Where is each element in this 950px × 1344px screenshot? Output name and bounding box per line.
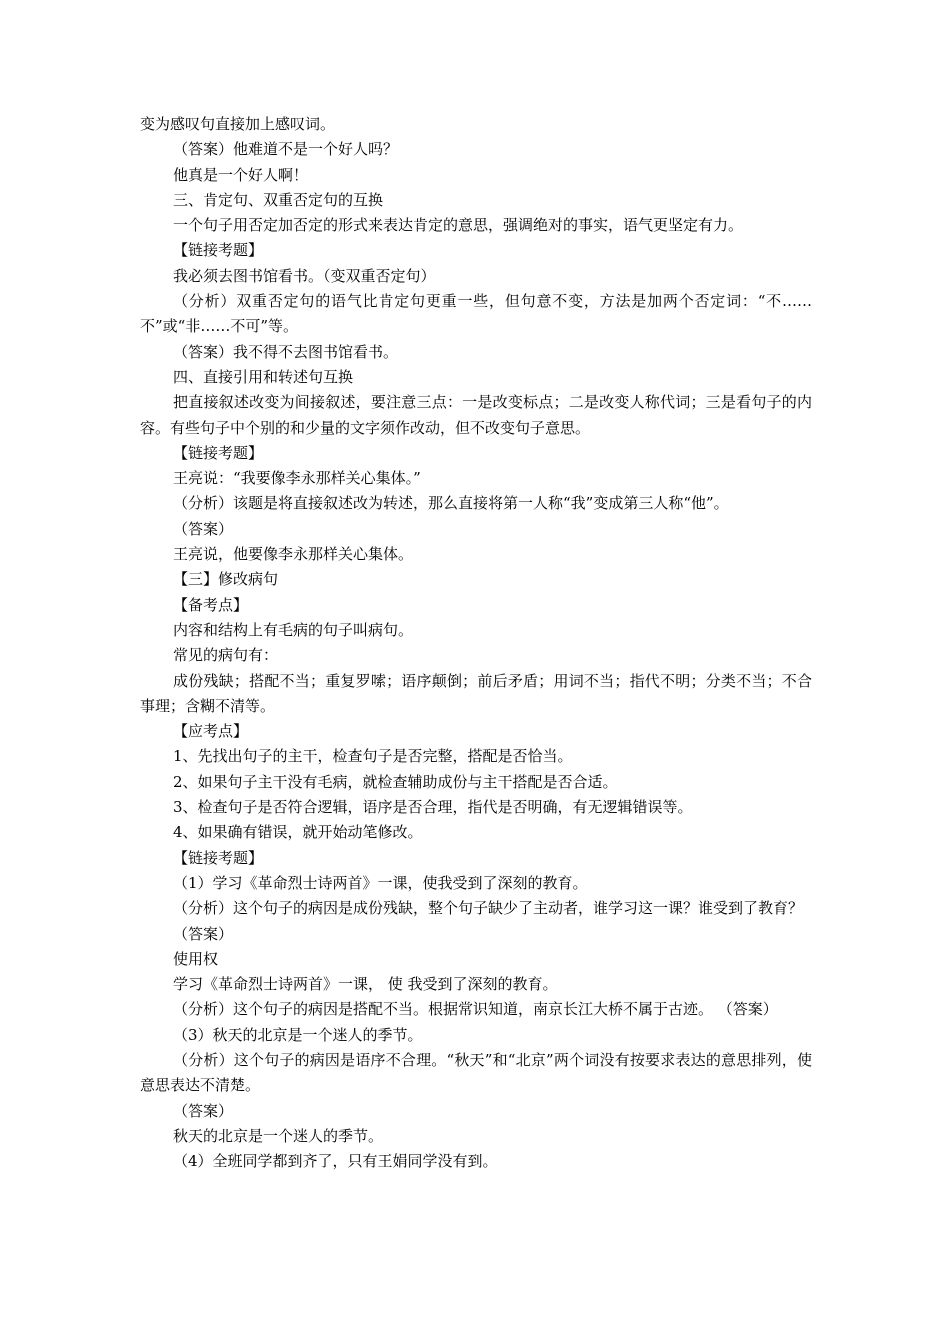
- paragraph: （4）全班同学都到齐了，只有王娟同学没有到。: [173, 1152, 498, 1171]
- paragraph: 常见的病句有：: [173, 646, 279, 665]
- paragraph: 成份残缺；搭配不当；重复罗嗦；语序颠倒；前后矛盾；用词不当；指代不明；分类不当；不合事理；含糊不清等。: [140, 671, 812, 715]
- paragraph: （答案）他难道不是一个好人吗？: [173, 140, 399, 159]
- paragraph: （1）学习《革命烈士诗两首》一课，使我受到了深刻的教育。: [173, 873, 588, 892]
- section-label: 【链接考题】: [173, 848, 264, 867]
- paragraph: 一个句子用否定加否定的形式来表达肯定的意思，强调绝对的事实，语气更坚定有力。: [173, 216, 744, 235]
- paragraph: 内容和结构上有毛病的句子叫病句。: [173, 620, 414, 639]
- paragraph: 变为感叹句直接加上感叹词。: [140, 115, 336, 133]
- section-label: 【链接考题】: [173, 241, 264, 260]
- section-label: 【链接考题】: [173, 443, 264, 462]
- section-heading: 【三】修改病句: [173, 570, 279, 589]
- paragraph: （分析）这个句子的病因是搭配不当。根据常识知道，南京长江大桥不属于古迹。 （答案）: [173, 1000, 778, 1019]
- paragraph: 他真是一个好人啊！: [173, 165, 309, 184]
- list-item: 4、如果确有错误，就开始动笔修改。: [173, 823, 423, 842]
- paragraph: 使用权: [173, 949, 219, 968]
- paragraph: （分析）这个句子的病因是语序不合理。“秋天”和“北京”两个词没有按要求表达的意思排列，使意思表达不清楚。: [140, 1050, 812, 1095]
- list-item: 1、先找出句子的主干，检查句子是否完整，搭配是否恰当。: [173, 747, 573, 766]
- paragraph: （答案）: [173, 924, 234, 943]
- document-page: [140, 112, 812, 1174]
- paragraph: （3）秋天的北京是一个迷人的季节。: [173, 1025, 423, 1044]
- paragraph: 王亮说：“我要像李永那样关心集体。”: [173, 469, 421, 488]
- paragraph: （分析）双重否定句的语气比肯定句更重一些，但句意不变，方法是加两个否定词：“不……不”或“非……不可”等。: [140, 292, 812, 336]
- list-item: 2、如果句子主干没有毛病，就检查辅助成份与主干搭配是否合适。: [173, 772, 618, 791]
- section-heading: 三、肯定句、双重否定句的互换: [173, 190, 384, 209]
- paragraph: 秋天的北京是一个迷人的季节。: [173, 1126, 384, 1145]
- paragraph: （分析）该题是将直接叙述改为转述，那么直接将第一人称“我”变成第三人称“他”。: [173, 494, 729, 513]
- paragraph: （答案）我不得不去图书馆看书。: [173, 342, 399, 361]
- paragraph: 王亮说，他要像李永那样关心集体。: [173, 545, 414, 564]
- paragraph: （答案）: [173, 1101, 234, 1120]
- paragraph: 学习《革命烈士诗两首》一课， 使 我受到了深刻的教育。: [173, 975, 558, 994]
- paragraph: 我必须去图书馆看书。（变双重否定句）: [173, 266, 436, 285]
- section-label: 【备考点】: [173, 595, 249, 614]
- section-heading: 四、直接引用和转述句互换: [173, 367, 354, 386]
- section-label: 【应考点】: [173, 722, 249, 741]
- paragraph: （答案）: [173, 519, 234, 538]
- list-item: 3、检查句子是否符合逻辑，语序是否合理，指代是否明确，有无逻辑错误等。: [173, 798, 693, 817]
- paragraph: （分析）这个句子的病因是成份残缺，整个句子缺少了主动者，谁学习这一课？谁受到了教育？: [173, 899, 804, 918]
- paragraph: 把直接叙述改变为间接叙述，要注意三点：一是改变标点；二是改变人称代词；三是看句子的内容。有些句子中个别的和少量的文字须作改动，但不改变句子意思。: [140, 393, 812, 437]
